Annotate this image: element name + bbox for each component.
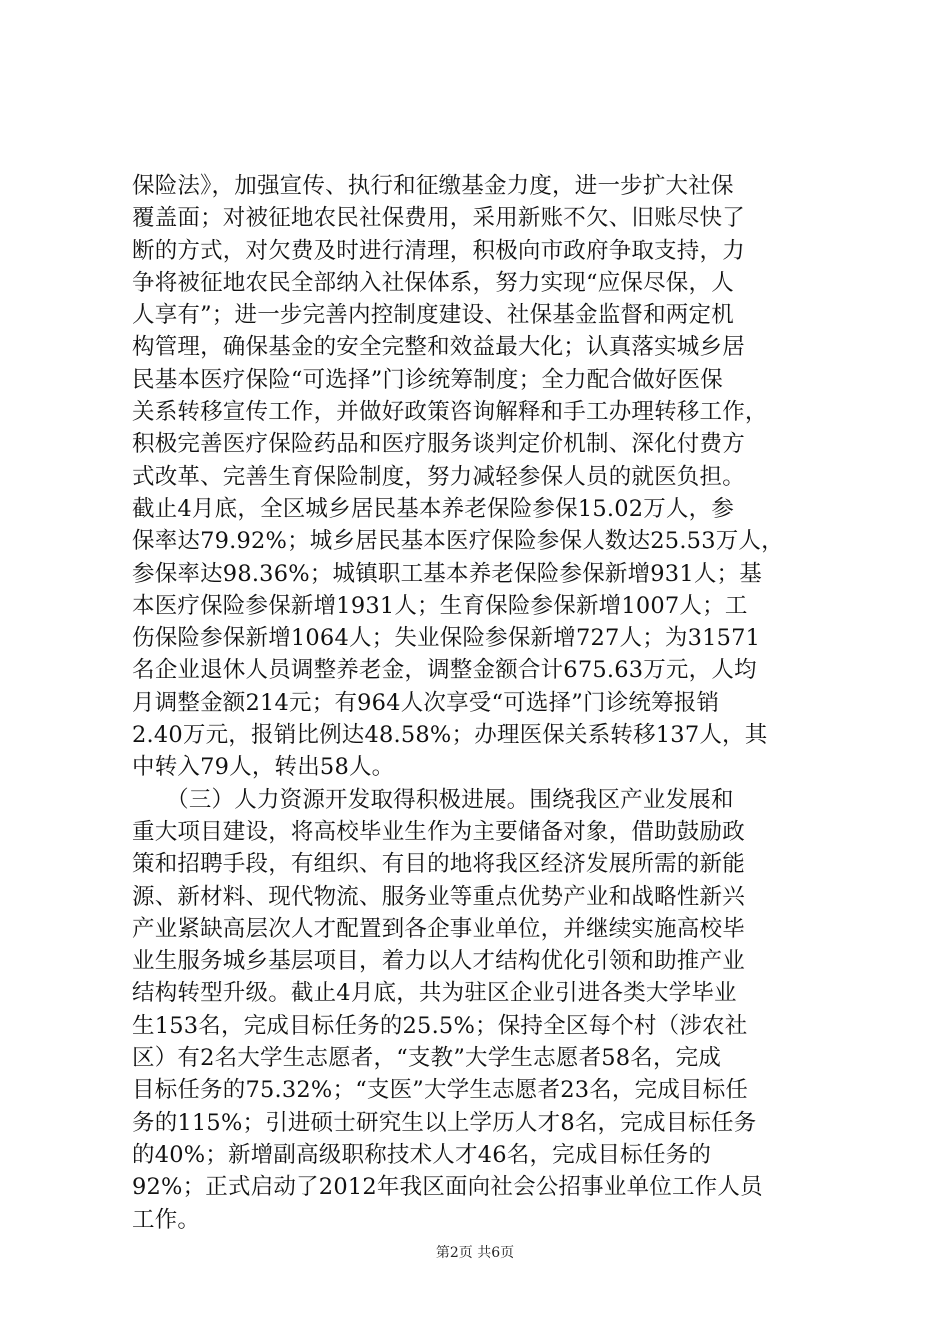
text-line: 生153名，完成目标任务的25.5%；保持全区每个村（涉农社 xyxy=(132,1012,748,1039)
text-line: 参保率达98.36%；城镇职工基本养老保险参保新增931人；基 xyxy=(132,560,762,587)
text-line: 断的方式，对欠费及时进行清理，积极向市政府争取支持，力 xyxy=(132,237,745,264)
text-line: 的40%；新增副高级职称技术人才46名，完成目标任务的 xyxy=(132,1141,712,1168)
text-line: （三）人力资源开发取得积极进展。围绕我区产业发展和 xyxy=(132,786,734,813)
text-line: 中转入79人，转出58人。 xyxy=(132,754,395,781)
text-line: 策和招聘手段，有组织、有目的地将我区经济发展所需的新能 xyxy=(132,851,745,878)
text-line: 积极完善医疗保险药品和医疗服务谈判定价机制、深化付费方 xyxy=(132,431,745,458)
text-line: 民基本医疗保险“可选择”门诊统筹制度；全力配合做好医保 xyxy=(132,366,723,393)
body-text xyxy=(132,170,832,1236)
text-line: 伤保险参保新增1064人；失业保险参保新增727人；为31571 xyxy=(132,625,761,652)
text-line: 目标任务的75.32%；“支医”大学生志愿者23名，完成目标任 xyxy=(132,1077,749,1104)
text-line: 工作。 xyxy=(132,1206,201,1233)
text-line: 92%；正式启动了2012年我区面向社会公招事业单位工作人员 xyxy=(132,1174,763,1201)
text-line: 结构转型升级。截止4月底，共为驻区企业引进各类大学毕业 xyxy=(132,980,737,1007)
page-footer: 第2页 共6页 xyxy=(435,1245,515,1261)
text-line: 名企业退休人员调整养老金，调整金额合计675.63万元，人均 xyxy=(132,657,757,684)
text-line: 关系转移宣传工作，并做好政策咨询解释和手工办理转移工作， xyxy=(132,399,768,426)
text-line: 构管理，确保基金的安全完整和效益最大化；认真落实城乡居 xyxy=(132,334,745,361)
text-line: 覆盖面；对被征地农民社保费用，采用新账不欠、旧账尽快了 xyxy=(132,205,745,232)
text-line: 产业紧缺高层次人才配置到各企事业单位，并继续实施高校毕 xyxy=(132,915,745,942)
text-line: 争将被征地农民全部纳入社保体系，努力实现“应保尽保，人 xyxy=(132,269,734,296)
text-line: 截止4月底，全区城乡居民基本养老保险参保15.02万人，参 xyxy=(132,495,735,522)
text-line: 人享有”；进一步完善内控制度建设、社保基金监督和两定机 xyxy=(132,302,734,329)
text-line: 式改革、完善生育保险制度，努力减轻参保人员的就医负担。 xyxy=(132,463,745,490)
text-line: 务的115%；引进硕士研究生以上学历人才8名，完成目标任务 xyxy=(132,1109,757,1136)
text-line: 保险法》，加强宣传、执行和征缴基金力度，进一步扩大社保 xyxy=(132,173,734,199)
text-line: 月调整金额214元；有964人次享受“可选择”门诊统筹报销 xyxy=(132,689,720,716)
text-line: 重大项目建设，将高校毕业生作为主要储备对象，借助鼓励政 xyxy=(132,818,745,845)
text-line: 业生服务城乡基层项目，着力以人才结构优化引领和助推产业 xyxy=(132,948,745,975)
text-line: 源、新材料、现代物流、服务业等重点优势产业和战略性新兴 xyxy=(132,883,745,910)
text-line: 区）有2名大学生志愿者，“支教”大学生志愿者58名，完成 xyxy=(132,1045,722,1072)
text-line: 2.40万元，报销比例达48.58%；办理医保关系转移137人，其 xyxy=(132,722,768,749)
text-line: 保率达79.92%；城乡居民基本医疗保险参保人数达25.53万人， xyxy=(132,528,784,555)
text-line: 本医疗保险参保新增1931人；生育保险参保新增1007人；工 xyxy=(132,592,748,619)
